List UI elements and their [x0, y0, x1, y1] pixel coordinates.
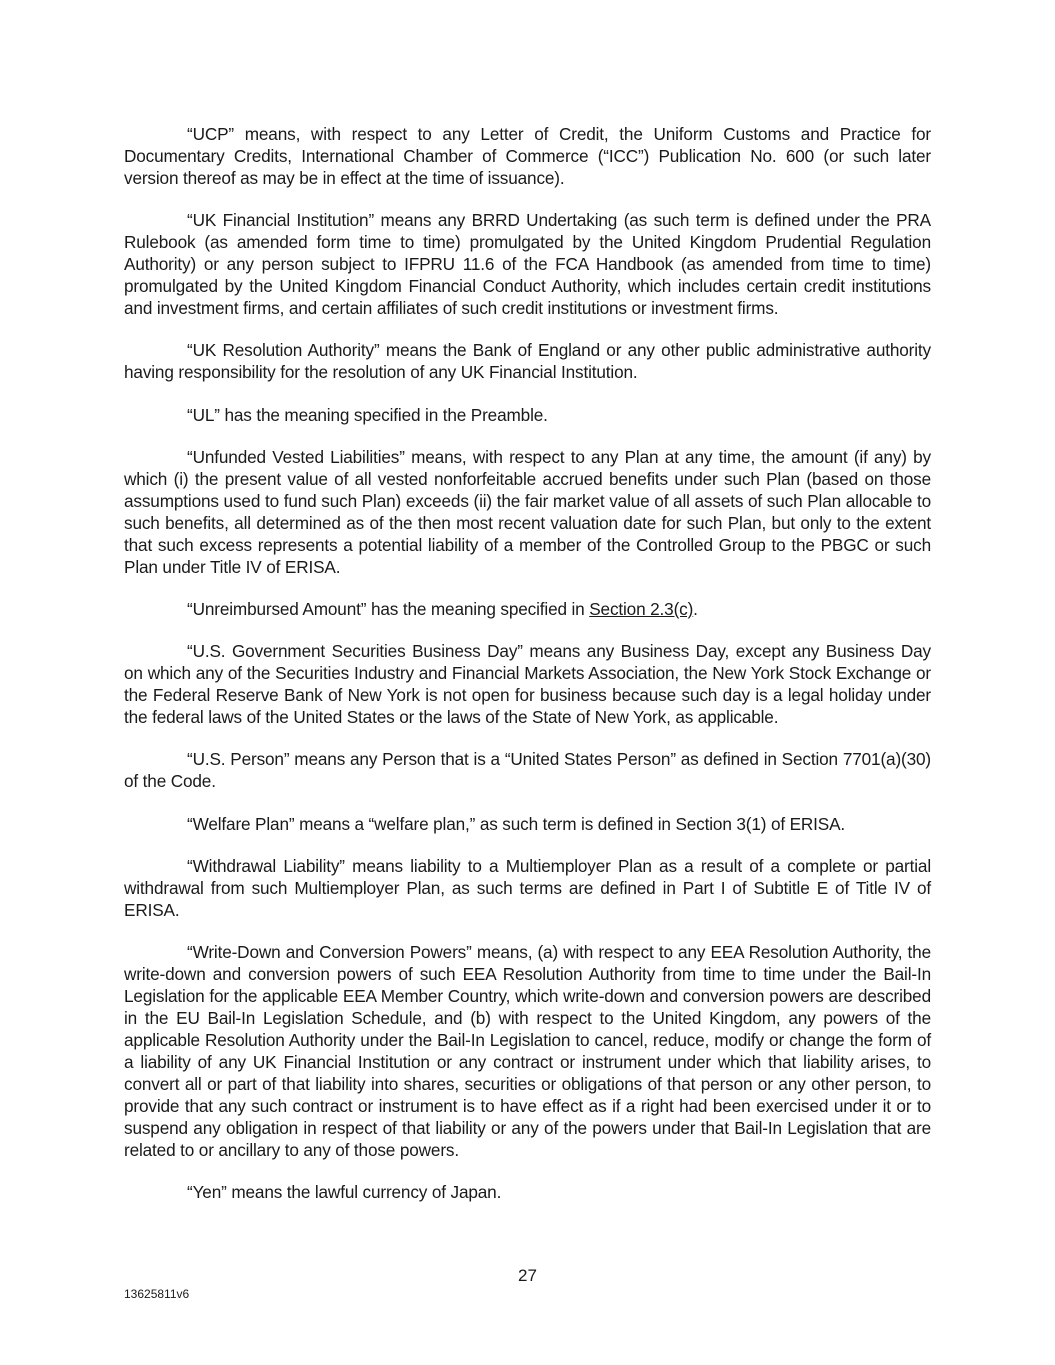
document-body [124, 124, 931, 1224]
definition-text: means any Business Day, except any Business Day on which any of the Securities Industry and Financial Markets Association, the New York Stock Exchange or the Federal Reserve Bank of New York is not open for business because such day is a legal holiday under the federal laws of the United States or the laws of the State of New York, as applicable. [124, 641, 931, 728]
definition-text: means a “welfare plan,” as such term is defined in Section 3(1) of ERISA. [294, 813, 846, 834]
definition-welfare-plan [124, 814, 931, 836]
defined-term: “Withdrawal Liability” [187, 856, 345, 877]
definition-text: means liability to a Multiemployer Plan as a result of a complete or partial withdrawal from such Multiemployer Plan, as such terms are defined in Part I of Subtitle E of Title IV of ERISA. [124, 856, 931, 920]
definition-text: means, (a) with respect to any EEA Resolution Authority, the write-down and conversion powers of such EEA Resolution Authority from time to time under the Bail-In Legislation for the applicable EEA Member Country, which write-down and conversion powers are described in the EU Bail-In Legislation Schedule, and (b) with respect to the United Kingdom, any powers of the applicable Resolution Authority under the Bail-In Legislation to cancel, reduce, modify or change the form of a liability of any UK Financial Institution or any contract or instrument under which that liability arises, to convert all or part of that liability into shares, securities or obligations of that person or any other person, to provide that any such contract or instrument is to have effect as if a right had been exercised under it or to suspend any obligation in respect of that liability or any of the powers under that Bail-In Legislation that are related to or ancillary to any of those powers. [124, 942, 931, 1160]
defined-term: “Yen” [187, 1181, 227, 1202]
definition-text: means any Person that is a “United States Person” as defined in Section 7701(a)(30) of the Code. [124, 749, 931, 792]
defined-term: “Write-Down and Conversion Powers” [187, 942, 472, 963]
definition-us-government-securities-business-day [124, 641, 931, 729]
defined-term: “Welfare Plan” [187, 813, 295, 834]
definition-unreimbursed-amount [124, 599, 931, 621]
definition-us-person [124, 749, 931, 793]
defined-term: “U.S. Person” [187, 749, 290, 770]
definition-uk-resolution-authority [124, 340, 931, 384]
definition-unfunded-vested-liabilities [124, 447, 931, 578]
defined-term: “UL” [187, 404, 220, 425]
defined-term: “UK Financial Institution” [187, 210, 375, 231]
document-id: 13625811v6 [124, 1287, 190, 1301]
defined-term: “Unfunded Vested Liabilities” [187, 446, 405, 467]
definition-withdrawal-liability [124, 856, 931, 922]
defined-term: “UK Resolution Authority” [187, 340, 380, 361]
section-reference-link[interactable]: Section 2.3(c) [589, 598, 694, 619]
definition-text: means the Bank of England or any other public administrative authority having responsibility for the resolution of any UK Financial Institution. [124, 340, 931, 383]
defined-term: “U.S. Government Securities Business Day” [187, 641, 523, 662]
defined-term: “Unreimbursed Amount” [187, 598, 367, 619]
page-number: 27 [518, 1266, 537, 1285]
definition-text: means any BRRD Undertaking (as such term is defined under the PRA Rulebook (as amended form time to time) promulgated by the United Kingdom Prudential Regulation Authority) or any person subject to IFPRU 11.6 of the FCA Handbook (as amended from time to time) promulgated by the United Kingdom Financial Conduct Authority, which includes certain credit institutions and investment firms, and certain affiliates of such credit institutions or investment firms. [124, 210, 931, 318]
definition-text: means, with respect to any Plan at any time, the amount (if any) by which (i) the present value of all vested nonforfeitable accrued benefits under such Plan (based on those assumptions used to fund such Plan) exceeds (ii) the fair market value of all assets of such Plan allocable to such benefits, all determined as of the then most recent valuation date for such Plan, but only to the extent that such excess represents a potential liability of a member of the Controlled Group to the PBGC or such Plan under Title IV of ERISA. [124, 446, 931, 577]
definition-text: means, with respect to any Letter of Credit, the Uniform Customs and Practice for Documentary Credits, International Chamber of Commerce (“ICC”) Publication No. 600 (or such later version thereof as may be in effect at the time of issuance). [124, 124, 931, 188]
definition-text: means the lawful currency of Japan. [226, 1181, 502, 1202]
definition-uk-financial-institution [124, 210, 931, 320]
definition-ucp [124, 124, 931, 190]
definition-ul [124, 405, 931, 427]
definition-text: has the meaning specified in the Preamble. [219, 404, 548, 425]
definition-text: has the meaning specified in [366, 598, 590, 619]
definition-yen [124, 1182, 931, 1204]
defined-term: “UCP” [187, 124, 234, 144]
definition-text-tail: . [693, 598, 698, 619]
definition-write-down-and-conversion-powers [124, 942, 931, 1161]
